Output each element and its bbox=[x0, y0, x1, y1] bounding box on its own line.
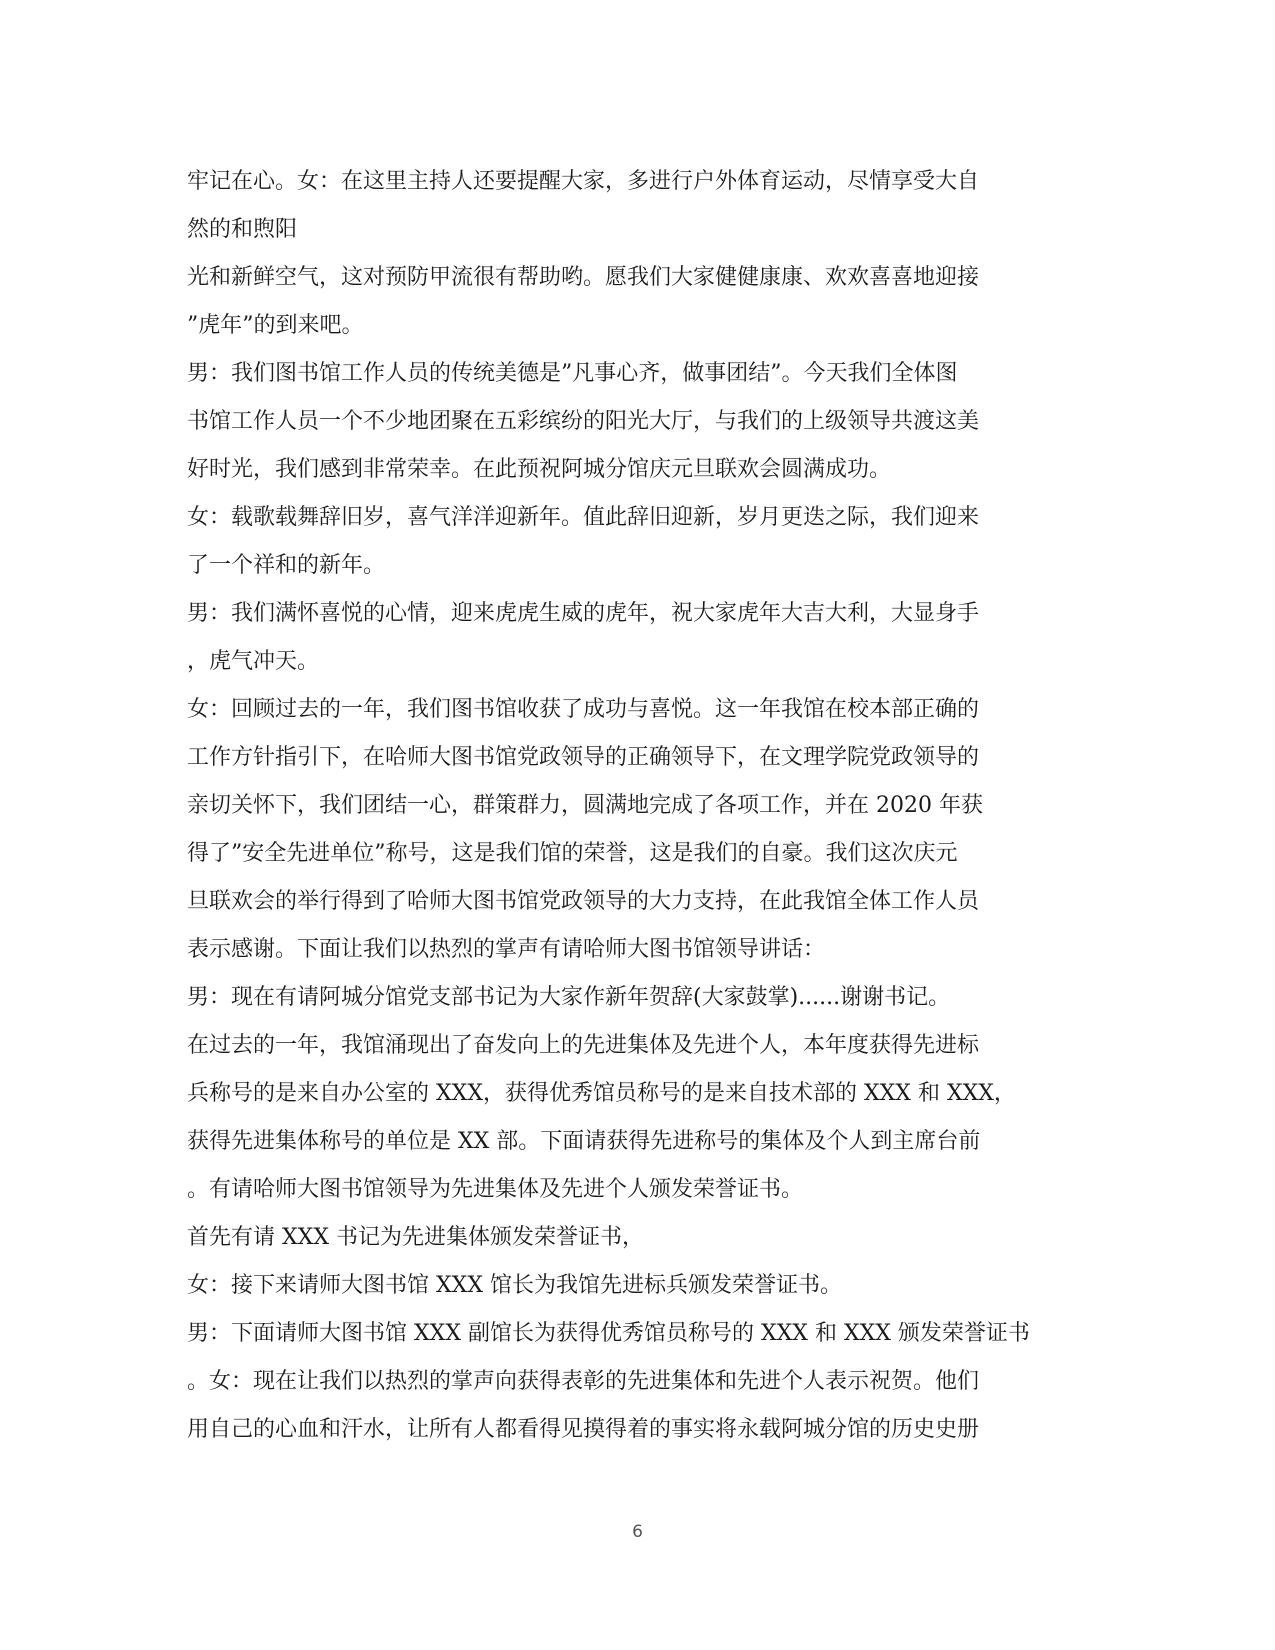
text-line: 旦联欢会的举行得到了哈师大图书馆党政领导的大力支持，在此我馆全体工作人员 bbox=[187, 889, 980, 914]
text-line: 工作方针指引下，在哈师大图书馆党政领导的正确领导下，在文理学院党政领导的 bbox=[187, 745, 980, 770]
text-line: 。有请哈师大图书馆领导为先进集体及先进个人颁发荣誉证书。 bbox=[187, 1177, 804, 1202]
text-line: 男：我们满怀喜悦的心情，迎来虎虎生威的虎年，祝大家虎年大吉大利，大显身手 bbox=[187, 601, 980, 626]
text-line: 然的和煦阳 bbox=[187, 217, 298, 242]
text-line: 。女：现在让我们以热烈的掌声向获得表彰的先进集体和先进个人表示祝贺。他们 bbox=[187, 1369, 980, 1394]
text-line: 女：接下来请师大图书馆 XXX 馆长为我馆先进标兵颁发荣誉证书。 bbox=[187, 1273, 842, 1298]
text-line: 兵称号的是来自办公室的 XXX，获得优秀馆员称号的是来自技术部的 XXX 和 XXX， bbox=[187, 1081, 1016, 1106]
text-line: 牢记在心。女：在这里主持人还要提醒大家，多进行户外体育运动，尽情享受大自 bbox=[187, 169, 980, 194]
text-line: 首先有请 XXX 书记为先进集体颁发荣誉证书， bbox=[187, 1225, 644, 1250]
text-line: 书馆工作人员一个不少地团聚在五彩缤纷的阳光大厅，与我们的上级领导共渡这美 bbox=[187, 409, 980, 434]
text-line: ，虎气冲天。 bbox=[187, 649, 320, 674]
text-line: 亲切关怀下，我们团结一心，群策群力，圆满地完成了各项工作，并在 2020 年获 bbox=[187, 793, 983, 818]
text-line: 女：载歌载舞辞旧岁，喜气洋洋迎新年。值此辞旧迎新，岁月更迭之际，我们迎来 bbox=[187, 505, 980, 530]
page-number: 6 bbox=[632, 1522, 643, 1542]
text-line: ”虎年”的到来吧。 bbox=[187, 313, 364, 338]
text-line: 表示感谢。下面让我们以热烈的掌声有请哈师大图书馆领导讲话： bbox=[187, 937, 826, 962]
text-line: 了一个祥和的新年。 bbox=[187, 553, 386, 578]
text-line: 男：现在有请阿城分馆党支部书记为大家作新年贺辞(大家鼓掌)......谢谢书记。 bbox=[187, 985, 951, 1010]
text-line: 男：下面请师大图书馆 XXX 副馆长为获得优秀馆员称号的 XXX 和 XXX 颁发荣誉证书 bbox=[187, 1321, 1030, 1346]
text-line: 用自己的心血和汗水，让所有人都看得见摸得着的事实将永载阿城分馆的历史史册 bbox=[187, 1417, 980, 1442]
text-line: 光和新鲜空气，这对预防甲流很有帮助哟。愿我们大家健健康康、欢欢喜喜地迎接 bbox=[187, 265, 980, 290]
text-line: 女：回顾过去的一年，我们图书馆收获了成功与喜悦。这一年我馆在校本部正确的 bbox=[187, 697, 980, 722]
text-line: 得了”安全先进单位”称号，这是我们馆的荣誉，这是我们的自豪。我们这次庆元 bbox=[187, 841, 958, 866]
text-line: 好时光，我们感到非常荣幸。在此预祝阿城分馆庆元旦联欢会圆满成功。 bbox=[187, 457, 892, 482]
text-line: 在过去的一年，我馆涌现出了奋发向上的先进集体及先进个人，本年度获得先进标 bbox=[187, 1033, 980, 1058]
body-text bbox=[187, 158, 1087, 1454]
text-line: 男：我们图书馆工作人员的传统美德是”凡事心齐，做事团结”。今天我们全体图 bbox=[187, 361, 958, 386]
text-line: 获得先进集体称号的单位是 XX 部。下面请获得先进称号的集体及个人到主席台前 bbox=[187, 1129, 981, 1154]
